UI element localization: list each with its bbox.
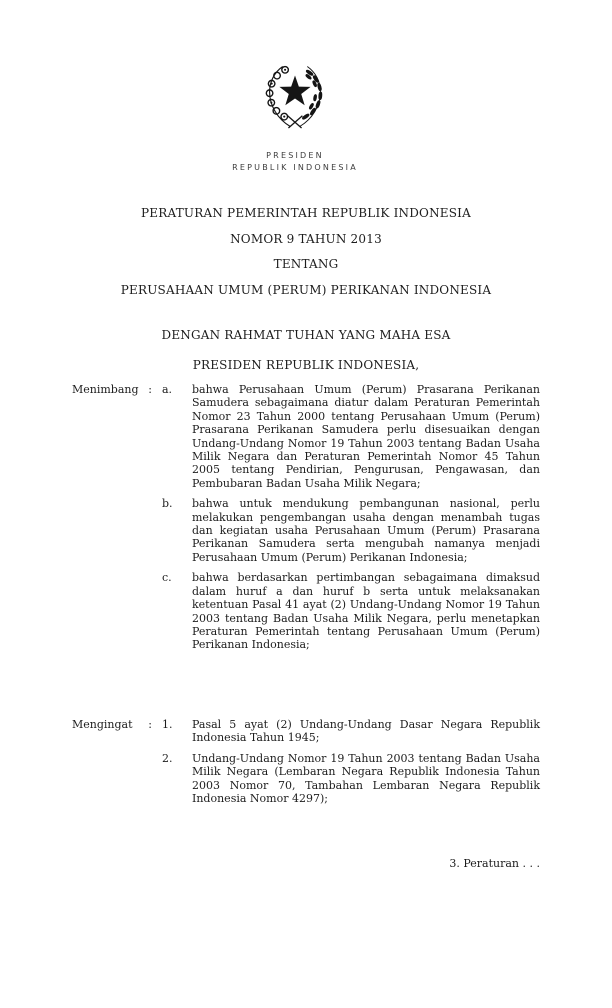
item-text: bahwa Perusahaan Umum (Perum) Prasarana Perikanan Samudera sebagaimana diatur dalam Peraturan Pemerintah Nomor 23 Tahun 2000 tentang Perusahaan Umum (Perum) Prasarana Perikanan Samudera perlu disesuaikan dengan Undang-Undang Nomor 19 Tahun 2003 tentang Badan Usaha Milik Negara dan Peraturan Pemerintah Nomor 45 Tahun 2005 tentang Pendirian, Pengurusan, Pengawasan, dan Pembubaran Badan Usaha Milik Negara; <box>192 383 540 490</box>
item-text: bahwa untuk mendukung pembangunan nasional, perlu melakukan pengembangan usaha dengan menambah tugas dan kegiatan usaha Perusahaan Umum (Perum) Prasarana Perikanan Samudera serta mengubah namanya menjadi Perusahaan Umum (Perum) Perikanan Indonesia; <box>192 497 540 564</box>
mengingat-item-2 <box>72 752 540 806</box>
item-text: Undang-Undang Nomor 19 Tahun 2003 tentang Badan Usaha Milik Negara (Lembaran Negara Republik Indonesia Tahun 2003 Nomor 70, Tambahan Lembaran Negara Republik Indonesia Nomor 4297); <box>192 751 540 806</box>
catchword: 3. Peraturan . . . <box>449 857 540 870</box>
letterhead <box>0 64 590 174</box>
letterhead-presiden: PRESIDEN <box>266 151 324 160</box>
mengingat-label-text: Mengingat <box>72 718 133 731</box>
invocation-line: DENGAN RAHMAT TUHAN YANG MAHA ESA <box>161 328 451 342</box>
cotton-branch-icon <box>266 67 290 127</box>
item-marker: b. <box>162 497 173 511</box>
menimbang-item-c <box>72 571 540 651</box>
mengingat-colon: : <box>148 718 152 731</box>
letterhead-text <box>0 150 590 174</box>
mengingat-item-1 <box>72 718 540 745</box>
star-icon <box>279 76 310 106</box>
crossed-stems-icon <box>288 116 303 128</box>
regulation-title: PERATURAN PEMERINTAH REPUBLIK INDONESIA <box>141 206 471 220</box>
item-marker: a. <box>162 383 173 396</box>
title-block <box>0 201 612 303</box>
item-marker: 2. <box>162 751 173 765</box>
preamble <box>0 320 612 380</box>
menimbang-colon: : <box>148 383 152 396</box>
rice-branch-icon <box>300 67 322 127</box>
item-text: Pasal 5 ayat (2) Undang-Undang Dasar Negara Republik Indonesia Tahun 1945; <box>192 718 540 745</box>
menimbang-item-a <box>72 383 540 490</box>
regulation-number: NOMOR 9 TAHUN 2013 <box>230 231 382 246</box>
mengingat-label <box>72 718 162 731</box>
menimbang-label <box>72 383 162 396</box>
mengingat-section <box>72 718 540 805</box>
tentang-label: TENTANG <box>273 257 339 271</box>
item-marker: 1. <box>162 718 173 731</box>
letterhead-republik-indonesia: REPUBLIK INDONESIA <box>232 163 358 172</box>
item-text: bahwa berdasarkan pertimbangan sebagaimana dimaksud dalam huruf a dan huruf b serta untuk melaksanakan ketentuan Pasal 41 ayat (2) Undang-Undang Nomor 19 Tahun 2003 tentang Badan Usaha Milik Negara, perlu menetapkan Peraturan Pemerintah tentang Perusahaan Umum (Perum) Perikanan Indonesia; <box>192 571 540 652</box>
menimbang-label-text: Menimbang <box>72 383 139 396</box>
presidential-emblem-icon <box>254 64 336 142</box>
regulation-subject: PERUSAHAAN UMUM (PERUM) PERIKANAN INDONESIA <box>120 282 492 297</box>
menimbang-item-b <box>72 497 540 564</box>
authority-line: PRESIDEN REPUBLIK INDONESIA, <box>192 358 420 372</box>
item-marker: c. <box>162 571 172 585</box>
menimbang-section <box>72 383 540 652</box>
